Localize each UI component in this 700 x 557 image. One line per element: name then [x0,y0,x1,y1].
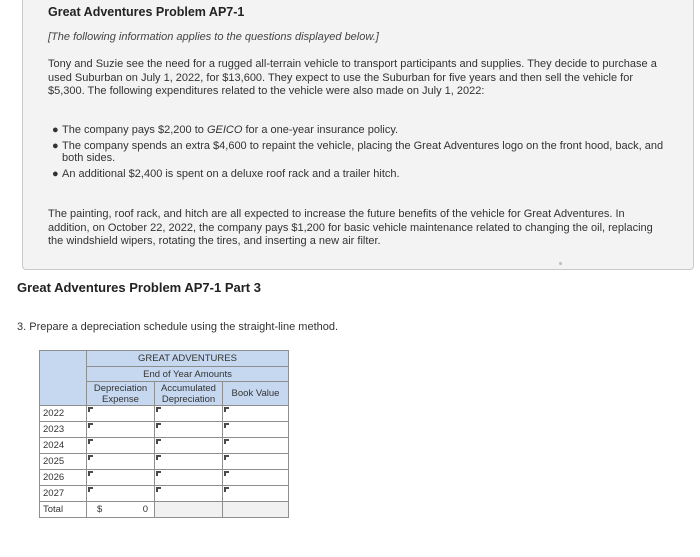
empty-cell [155,502,223,518]
book-value-input[interactable] [223,438,289,454]
acc-dep-input[interactable] [155,470,223,486]
dep-expense-input[interactable] [87,438,155,454]
year-cell: 2025 [40,454,87,470]
expenditure-list [48,124,668,184]
total-value: 0 [142,504,148,515]
year-cell: 2026 [40,470,87,486]
book-value-input[interactable] [223,486,289,502]
year-cell: 2023 [40,422,87,438]
part-title: Great Adventures Problem AP7-1 Part 3 [17,280,261,295]
table-company-name: GREAT ADVENTURES [87,351,289,367]
dep-expense-input[interactable] [87,422,155,438]
col-header-acc-dep: Accumulated Depreciation [155,382,223,406]
acc-dep-input[interactable] [155,422,223,438]
col-header-book-value: Book Value [223,382,289,406]
year-cell: 2022 [40,406,87,422]
table-caption: End of Year Amounts [87,367,289,382]
bullet-icon: ● [52,124,59,136]
question-text: 3. Prepare a depreciation schedule using the straight-line method. [17,321,339,333]
problem-subtitle: [The following information applies to the questions displayed below.] [48,31,379,43]
bullet-icon: ● [52,168,59,180]
acc-dep-input[interactable] [155,454,223,470]
depreciation-schedule-table [39,350,289,518]
acc-dep-input[interactable] [155,406,223,422]
year-cell: 2024 [40,438,87,454]
book-value-input[interactable] [223,470,289,486]
year-cell: 2027 [40,486,87,502]
book-value-input[interactable] [223,422,289,438]
book-value-input[interactable] [223,406,289,422]
list-item: ● The company spends an extra $4,600 to repaint the vehicle, placing the Great Adventures logo on the front hood, back, and both sides. [52,140,664,164]
dep-expense-input[interactable] [87,486,155,502]
book-value-input[interactable] [223,454,289,470]
currency-symbol: $ [97,504,103,515]
problem-closing: The painting, roof rack, and hitch are all expected to increase the future benefits of the vehicle for Great Adventures. In addition, on October 22, 2022, the company pays $1,200 for basic vehicle maintenance related to changing the oil, replacing the windshield wipers, rotating the tires, and inserting a new air filter. [48,208,653,247]
dep-expense-input[interactable] [87,406,155,422]
resize-dot [559,262,562,265]
header-year-blank [40,351,87,406]
problem-title: Great Adventures Problem AP7-1 [48,5,245,19]
acc-dep-input[interactable] [155,486,223,502]
total-label: Total [40,502,87,518]
problem-intro: Tony and Suzie see the need for a rugged all-terrain vehicle to transport participants and supplies. They decide to purchase a used Suburban on July 1, 2022, for $13,600. They expect to use the Suburban for five years and then sell the vehicle for $5,300. The following expenditures related to the vehicle were also made on July 1, 2022: [48,58,657,97]
dep-expense-input[interactable] [87,454,155,470]
problem-panel [22,0,694,270]
acc-dep-input[interactable] [155,438,223,454]
col-header-dep-expense: Depreciation Expense [87,382,155,406]
bullet-icon: ● [52,140,59,152]
total-dep-expense [87,502,155,518]
list-item: ● An additional $2,400 is spent on a deluxe roof rack and a trailer hitch. [52,168,400,180]
dep-expense-input[interactable] [87,470,155,486]
list-item: ● The company pays $2,200 to GEICO for a one-year insurance policy. [52,124,399,136]
empty-cell [223,502,289,518]
